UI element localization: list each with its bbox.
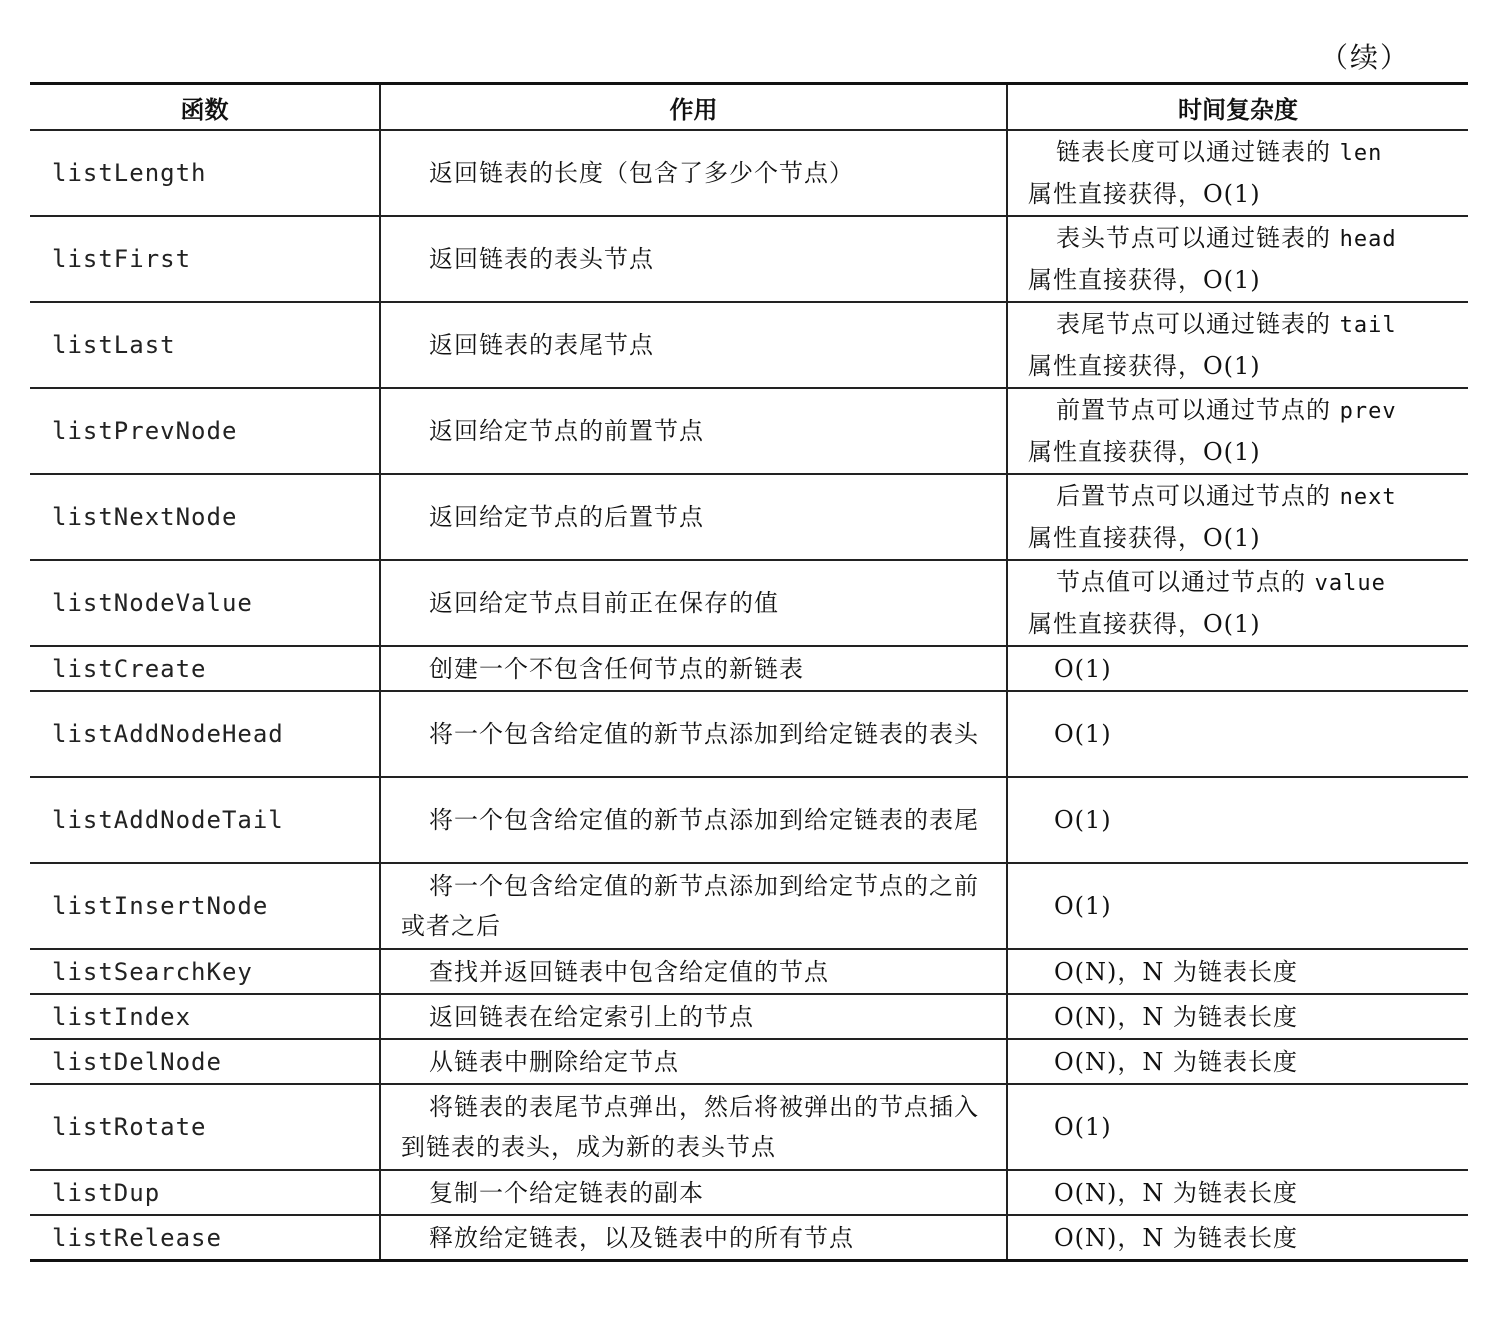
complexity-cell: O(1) bbox=[1007, 691, 1468, 777]
purpose-cell: 返回链表在给定索引上的节点 bbox=[380, 994, 1007, 1039]
purpose-cell: 复制一个给定链表的副本 bbox=[380, 1170, 1007, 1215]
function-name-cell: listDelNode bbox=[30, 1039, 380, 1084]
complexity-text: 属性直接获得，O(1) bbox=[1028, 180, 1261, 208]
complexity-text: 属性直接获得，O(1) bbox=[1028, 266, 1261, 294]
field-name-code: len bbox=[1339, 141, 1383, 166]
purpose-cell: 将一个包含给定值的新节点添加到给定节点的之前或者之后 bbox=[380, 863, 1007, 949]
table-row bbox=[30, 863, 1468, 949]
field-name-code: tail bbox=[1339, 313, 1397, 338]
purpose-cell: 将一个包含给定值的新节点添加到给定链表的表头 bbox=[380, 691, 1007, 777]
function-name-cell: listSearchKey bbox=[30, 949, 380, 994]
purpose-cell: 将链表的表尾节点弹出，然后将被弹出的节点插入到链表的表头，成为新的表头节点 bbox=[380, 1084, 1007, 1170]
function-name-cell: listNodeValue bbox=[30, 560, 380, 646]
complexity-cell: O(1) bbox=[1007, 1084, 1468, 1170]
function-name-cell: listAddNodeHead bbox=[30, 691, 380, 777]
complexity-cell bbox=[1007, 216, 1468, 302]
field-name-code: prev bbox=[1339, 399, 1397, 424]
header-purpose: 作用 bbox=[380, 84, 1007, 131]
purpose-cell: 查找并返回链表中包含给定值的节点 bbox=[380, 949, 1007, 994]
function-name-cell: listLength bbox=[30, 130, 380, 216]
complexity-text: 后置节点可以通过节点的 bbox=[1056, 482, 1331, 510]
table-row bbox=[30, 560, 1468, 646]
complexity-cell: O(1) bbox=[1007, 777, 1468, 863]
table-row bbox=[30, 1215, 1468, 1261]
table-header-row bbox=[30, 84, 1468, 131]
purpose-cell: 创建一个不包含任何节点的新链表 bbox=[380, 646, 1007, 691]
function-name-cell: listDup bbox=[30, 1170, 380, 1215]
complexity-text: 链表长度可以通过链表的 bbox=[1056, 138, 1331, 166]
function-table bbox=[30, 82, 1468, 1262]
table-row bbox=[30, 388, 1468, 474]
function-name-cell: listFirst bbox=[30, 216, 380, 302]
function-name-cell: listInsertNode bbox=[30, 863, 380, 949]
table-row bbox=[30, 216, 1468, 302]
complexity-text: 属性直接获得，O(1) bbox=[1028, 524, 1261, 552]
complexity-cell bbox=[1007, 388, 1468, 474]
field-name-code: head bbox=[1339, 227, 1397, 252]
purpose-cell: 返回给定节点的前置节点 bbox=[380, 388, 1007, 474]
complexity-cell: O(N)，N 为链表长度 bbox=[1007, 949, 1468, 994]
function-name-cell: listCreate bbox=[30, 646, 380, 691]
field-name-code: value bbox=[1314, 571, 1386, 596]
header-complexity: 时间复杂度 bbox=[1007, 84, 1468, 131]
function-name-cell: listAddNodeTail bbox=[30, 777, 380, 863]
table-row bbox=[30, 1039, 1468, 1084]
complexity-cell: O(N)，N 为链表长度 bbox=[1007, 1170, 1468, 1215]
table-row bbox=[30, 777, 1468, 863]
table-row bbox=[30, 130, 1468, 216]
complexity-text: 前置节点可以通过节点的 bbox=[1056, 396, 1331, 424]
purpose-cell: 返回给定节点的后置节点 bbox=[380, 474, 1007, 560]
function-name-cell: listNextNode bbox=[30, 474, 380, 560]
purpose-cell: 从链表中删除给定节点 bbox=[380, 1039, 1007, 1084]
complexity-text: 属性直接获得，O(1) bbox=[1028, 438, 1261, 466]
complexity-cell: O(1) bbox=[1007, 646, 1468, 691]
purpose-cell: 将一个包含给定值的新节点添加到给定链表的表尾 bbox=[380, 777, 1007, 863]
complexity-cell bbox=[1007, 302, 1468, 388]
complexity-cell: O(N)，N 为链表长度 bbox=[1007, 1215, 1468, 1261]
complexity-cell: O(N)，N 为链表长度 bbox=[1007, 994, 1468, 1039]
function-name-cell: listIndex bbox=[30, 994, 380, 1039]
purpose-cell: 返回链表的表尾节点 bbox=[380, 302, 1007, 388]
complexity-cell: O(1) bbox=[1007, 863, 1468, 949]
complexity-text: 表头节点可以通过链表的 bbox=[1056, 224, 1331, 252]
function-name-cell: listRelease bbox=[30, 1215, 380, 1261]
table-row bbox=[30, 994, 1468, 1039]
function-name-cell: listRotate bbox=[30, 1084, 380, 1170]
table-row bbox=[30, 302, 1468, 388]
complexity-cell bbox=[1007, 130, 1468, 216]
complexity-cell bbox=[1007, 560, 1468, 646]
table-row bbox=[30, 474, 1468, 560]
purpose-cell: 返回链表的表头节点 bbox=[380, 216, 1007, 302]
header-function: 函数 bbox=[30, 84, 380, 131]
field-name-code: next bbox=[1339, 485, 1397, 510]
complexity-text: 节点值可以通过节点的 bbox=[1056, 568, 1306, 596]
table-row bbox=[30, 691, 1468, 777]
table-row bbox=[30, 1084, 1468, 1170]
purpose-cell: 返回链表的长度（包含了多少个节点） bbox=[380, 130, 1007, 216]
function-name-cell: listLast bbox=[30, 302, 380, 388]
purpose-cell: 释放给定链表，以及链表中的所有节点 bbox=[380, 1215, 1007, 1261]
purpose-cell: 返回给定节点目前正在保存的值 bbox=[380, 560, 1007, 646]
table-row bbox=[30, 1170, 1468, 1215]
function-name-cell: listPrevNode bbox=[30, 388, 380, 474]
complexity-text: 属性直接获得，O(1) bbox=[1028, 610, 1261, 638]
complexity-cell bbox=[1007, 474, 1468, 560]
complexity-cell: O(N)，N 为链表长度 bbox=[1007, 1039, 1468, 1084]
table-row bbox=[30, 949, 1468, 994]
complexity-text: 表尾节点可以通过链表的 bbox=[1056, 310, 1331, 338]
complexity-text: 属性直接获得，O(1) bbox=[1028, 352, 1261, 380]
table-row bbox=[30, 646, 1468, 691]
continued-label: （续） bbox=[1319, 41, 1410, 74]
